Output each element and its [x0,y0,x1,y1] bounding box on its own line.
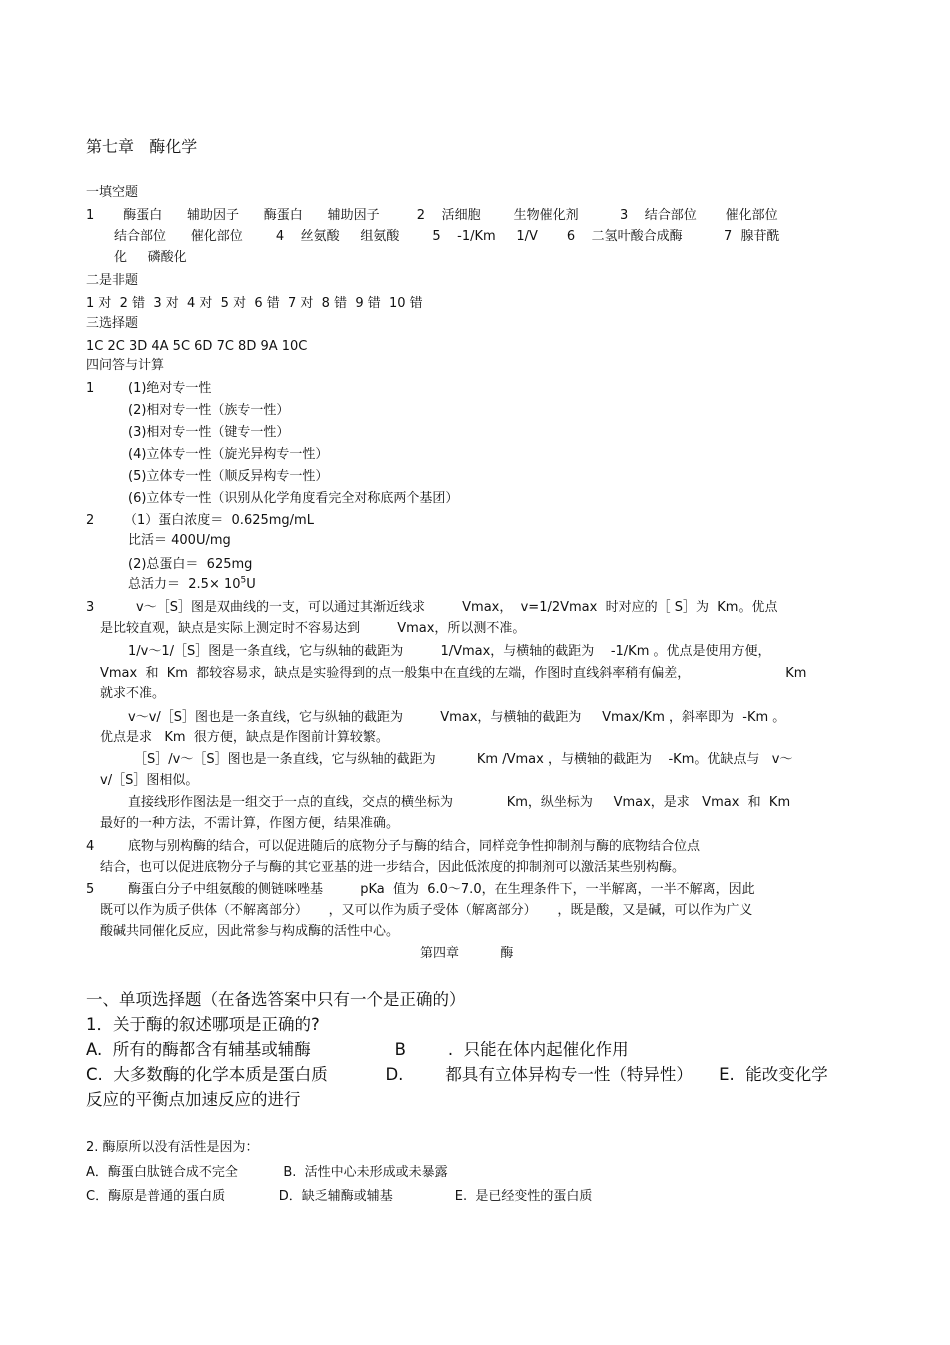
q3-line: Vmax 和 Km 都较容易求，缺点是实验得到的点一般集中在直线的左端，作图时直线斜率稍有偏差， Km [100,666,807,681]
q3-line: 最好的一种方法，不需计算，作图方便，结果准确。 [100,816,400,831]
q2-line: （1）蛋白浓度＝ 0.625mg/mL [124,513,314,528]
q2-exponent: 5 [240,575,247,586]
chapter4-title: 第四章 酶 [420,946,514,961]
section-qa-heading: 四问答与计算 [86,358,165,373]
section-tf-heading: 二是非题 [86,273,139,288]
fill-line: 结合部位 催化部位 4 丝氨酸 组氨酸 5 -1/Km 1/V 6 二氢叶酸合成酶 7 腺苷酰 [114,229,780,244]
q2-total-activity: 总活力＝ 2.5× 10 [128,577,241,592]
q2-line [128,576,256,594]
chapter-title: 第七章 酶化学 [86,137,198,156]
q3-line: ［S］/v～［S］图也是一条直线，它与纵轴的截距为 Km /Vmax ，与横轴的截距为 -Km。优缺点与 v～ [134,752,793,767]
choice-answers: 1C 2C 3D 4A 5C 6D 7C 8D 9A 10C [86,339,308,354]
q3-line: v/［S］图相似。 [100,773,199,788]
mc2-options: A．酶蛋白肽链合成不完全 B. 活性中心未形成或未暴露 [86,1165,448,1180]
mc1-options: 反应的平衡点加速反应的进行 [86,1090,301,1109]
mc1-options: C. 大多数酶的化学本质是蛋白质 D. 都具有立体异构专一性（特异性） E. 能改变化学 [86,1065,828,1084]
q5-line: 既可以作为质子供体（不解离部分） ，又可以作为质子受体（解离部分） ，既是酸，又是碱，可以作为广义 [100,903,753,918]
q3-line: 1/v～1/［S］图是一条直线，它与纵轴的截距为 1/Vmax，与横轴的截距为 -1/Km 。优点是使用方便， [128,644,771,659]
q1-line: (6)立体专一性（识别从化学角度看完全对称底两个基团） [128,491,459,506]
part1-heading: 一、单项选择题（在备选答案中只有一个是正确的） [86,990,466,1009]
q1-line: (1)绝对专一性 [128,381,212,396]
section-fill-heading: 一填空题 [86,185,139,200]
q3-line: v～v/［S］图也是一条直线，它与纵轴的截距为 Vmax，与横轴的截距为 Vmax/Km ，斜率即为 -Km 。 [128,710,786,725]
mc2-options: C．酶原是普通的蛋白质 D．缺乏辅酶或辅基 E. 是已经变性的蛋白质 [86,1189,593,1204]
q3-number: 3 [86,600,95,615]
q5-number: 5 [86,882,95,897]
q4-line: 结合，也可以促进底物分子与酶的其它亚基的进一步结合，因此低浓度的抑制剂可以激活某些别构酶。 [100,860,686,875]
q2-line: 比活＝ 400U/mg [128,533,231,548]
q1-line: (2)相对专一性（族专一性） [128,403,290,418]
q3-line: v～［S］图是双曲线的一支，可以通过其渐近线求 Vmax， v=1/2Vmax 时对应的［ S］为 Km。优点 [136,600,778,615]
q2-unit: U [246,577,256,592]
q1-line: (5)立体专一性（顺反异构专一性） [128,469,329,484]
q3-line: 直接线形作图法是一组交于一点的直线，交点的横坐标为 Km，纵坐标为 Vmax，是求 Vmax 和 Km [128,795,791,810]
q4-line: 底物与别构酶的结合，可以促进随后的底物分子与酶的结合，同样竞争性抑制剂与酶的底物结合位点 [128,839,701,854]
fill-line: 1 酶蛋白 辅助因子 酶蛋白 辅助因子 2 活细胞 生物催化剂 3 结合部位 催化部位 [86,208,778,223]
fill-line: 化 磷酸化 [114,250,187,265]
tf-answers: 1 对 2 错 3 对 4 对 5 对 6 错 7 对 8 错 9 错 10 错 [86,296,423,311]
q1-number: 1 [86,381,95,396]
mc1-options: A. 所有的酶都含有辅基或辅酶 B . 只能在体内起催化作用 [86,1040,629,1059]
q4-number: 4 [86,839,95,854]
q1-line: (3)相对专一性（键专一性） [128,425,290,440]
q2-number: 2 [86,513,95,528]
q3-line: 是比较直观，缺点是实际上测定时不容易达到 Vmax，所以测不准。 [100,621,526,636]
q5-line: 酶蛋白分子中组氨酸的侧链咪唑基 pKa 值为 6.0～7.0，在生理条件下，一半解离，一半不解离，因此 [128,882,755,897]
q1-line: (4)立体专一性（旋光异构专一性） [128,447,329,462]
mc1-question: 1．关于酶的叙述哪项是正确的? [86,1015,320,1034]
mc2-question: 2. 酶原所以没有活性是因为： [86,1140,259,1155]
q3-line: 就求不准。 [100,686,166,701]
section-choice-heading: 三选择题 [86,316,139,331]
q3-line: 优点是求 Km 很方便，缺点是作图前计算较繁。 [100,730,389,745]
q2-line: (2)总蛋白＝ 625mg [128,557,253,572]
q5-line: 酸碱共同催化反应，因此常参与构成酶的活性中心。 [100,924,400,939]
